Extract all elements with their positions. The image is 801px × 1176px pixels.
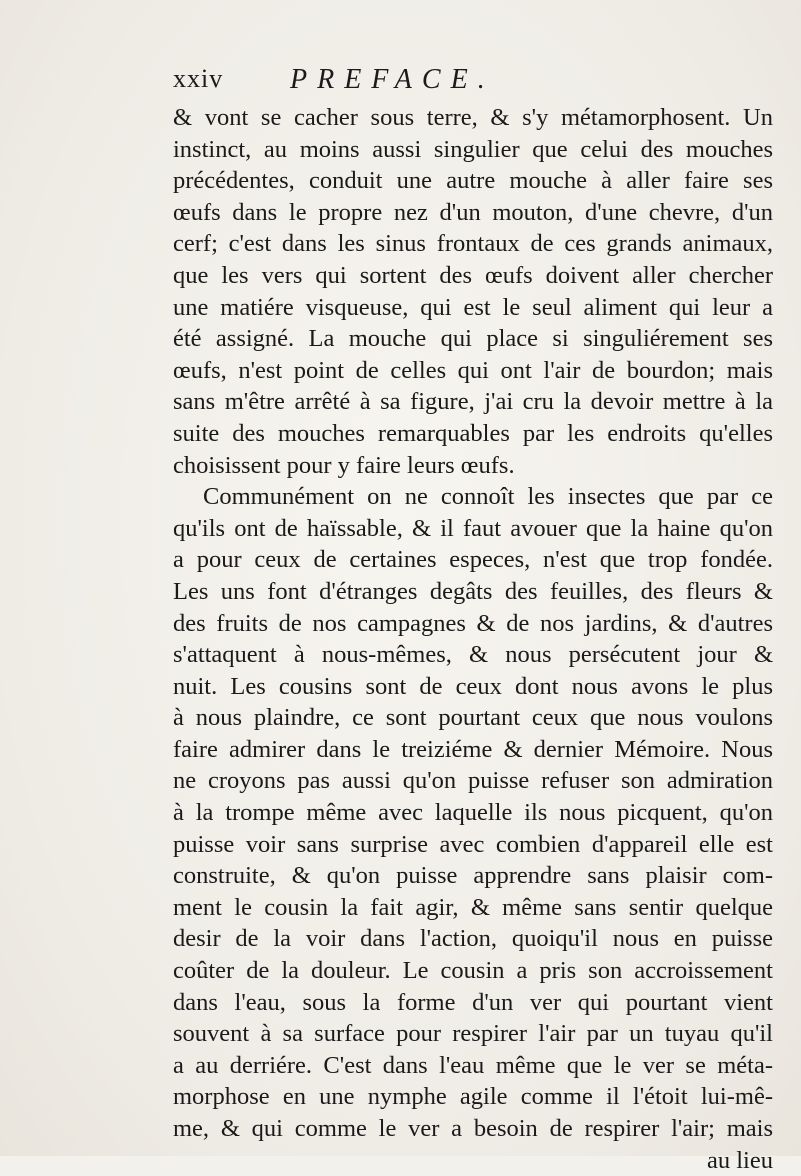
- text-line: Les uns font d'étranges degâts des feuilles, des fleurs &: [173, 577, 773, 605]
- running-title: PREFACE.: [290, 64, 495, 95]
- text-line: dans l'eau, sous la forme d'un ver qui pourtant vient: [173, 988, 773, 1016]
- text-line: cerf; c'est dans les sinus frontaux de ces grands animaux,: [173, 230, 773, 258]
- text-line: que les vers qui sortent des œufs doivent aller chercher: [173, 261, 773, 289]
- text-line: une matiére visqueuse, qui est le seul aliment qui leur a: [173, 293, 773, 321]
- text-line: desir de la voir dans l'action, quoiqu'il nous en puisse: [173, 925, 773, 953]
- page-number: xxiv: [173, 64, 224, 93]
- text-line: s'attaquent à nous-mêmes, & nous persécutent jour &: [173, 641, 773, 669]
- page-header: [173, 64, 773, 104]
- text-line: œufs dans le propre nez d'un mouton, d'une chevre, d'un: [173, 198, 773, 226]
- text-line: faire admirer dans le treiziéme & dernier Mémoire. Nous: [173, 735, 773, 763]
- body-text: [173, 102, 773, 1176]
- text-line: des fruits de nos campagnes & de nos jardins, & d'autres: [173, 609, 773, 637]
- text-line: morphose en une nymphe agile comme il l'étoit lui-mê-: [173, 1083, 773, 1111]
- text-line: ment le cousin la fait agir, & même sans sentir quelque: [173, 893, 773, 921]
- text-line: souvent à sa surface pour respirer l'air par un tuyau qu'il: [173, 1020, 773, 1048]
- text-line: suite des mouches remarquables par les endroits qu'elles: [173, 419, 773, 447]
- text-line: qu'ils ont de haïssable, & il faut avouer que la haine qu'on: [173, 514, 773, 542]
- catchword: au lieu: [707, 1146, 773, 1174]
- text-line: à nous plaindre, ce sont pourtant ceux que nous voulons: [173, 704, 773, 732]
- text-line: à la trompe même avec laquelle ils nous picquent, qu'on: [173, 799, 773, 827]
- text-line: a au derriére. C'est dans l'eau même que le ver se méta-: [173, 1051, 773, 1079]
- text-line: nuit. Les cousins sont de ceux dont nous avons le plus: [173, 672, 773, 700]
- text-line: instinct, au moins aussi singulier que celui des mouches: [173, 135, 773, 163]
- text-line: choisissent pour y faire leurs œufs.: [173, 451, 515, 479]
- text-line: & vont se cacher sous terre, & s'y métamorphosent. Un: [173, 104, 773, 131]
- text-line: coûter de la douleur. Le cousin a pris son accroissement: [173, 957, 773, 985]
- text-line: Communément on ne connoît les insectes que par ce: [203, 483, 773, 511]
- text-line: précédentes, conduit une autre mouche à aller faire ses: [173, 167, 773, 195]
- text-line: a pour ceux de certaines especes, n'est que trop fondée.: [173, 546, 773, 574]
- text-line: œufs, n'est point de celles qui ont l'air de bourdon; mais: [173, 356, 773, 384]
- text-line: été assigné. La mouche qui place si singuliérement ses: [173, 325, 773, 353]
- text-line: ne croyons pas aussi qu'on puisse refuser son admiration: [173, 767, 773, 795]
- text-line: sans m'être arrêté à sa figure, j'ai cru la devoir mettre à la: [173, 388, 773, 416]
- text-line: puisse voir sans surprise avec combien d'appareil elle est: [173, 830, 773, 858]
- text-line: construite, & qu'on puisse apprendre sans plaisir com-: [173, 862, 773, 890]
- text-line: me, & qui comme le ver a besoin de respirer l'air; mais: [173, 1115, 773, 1142]
